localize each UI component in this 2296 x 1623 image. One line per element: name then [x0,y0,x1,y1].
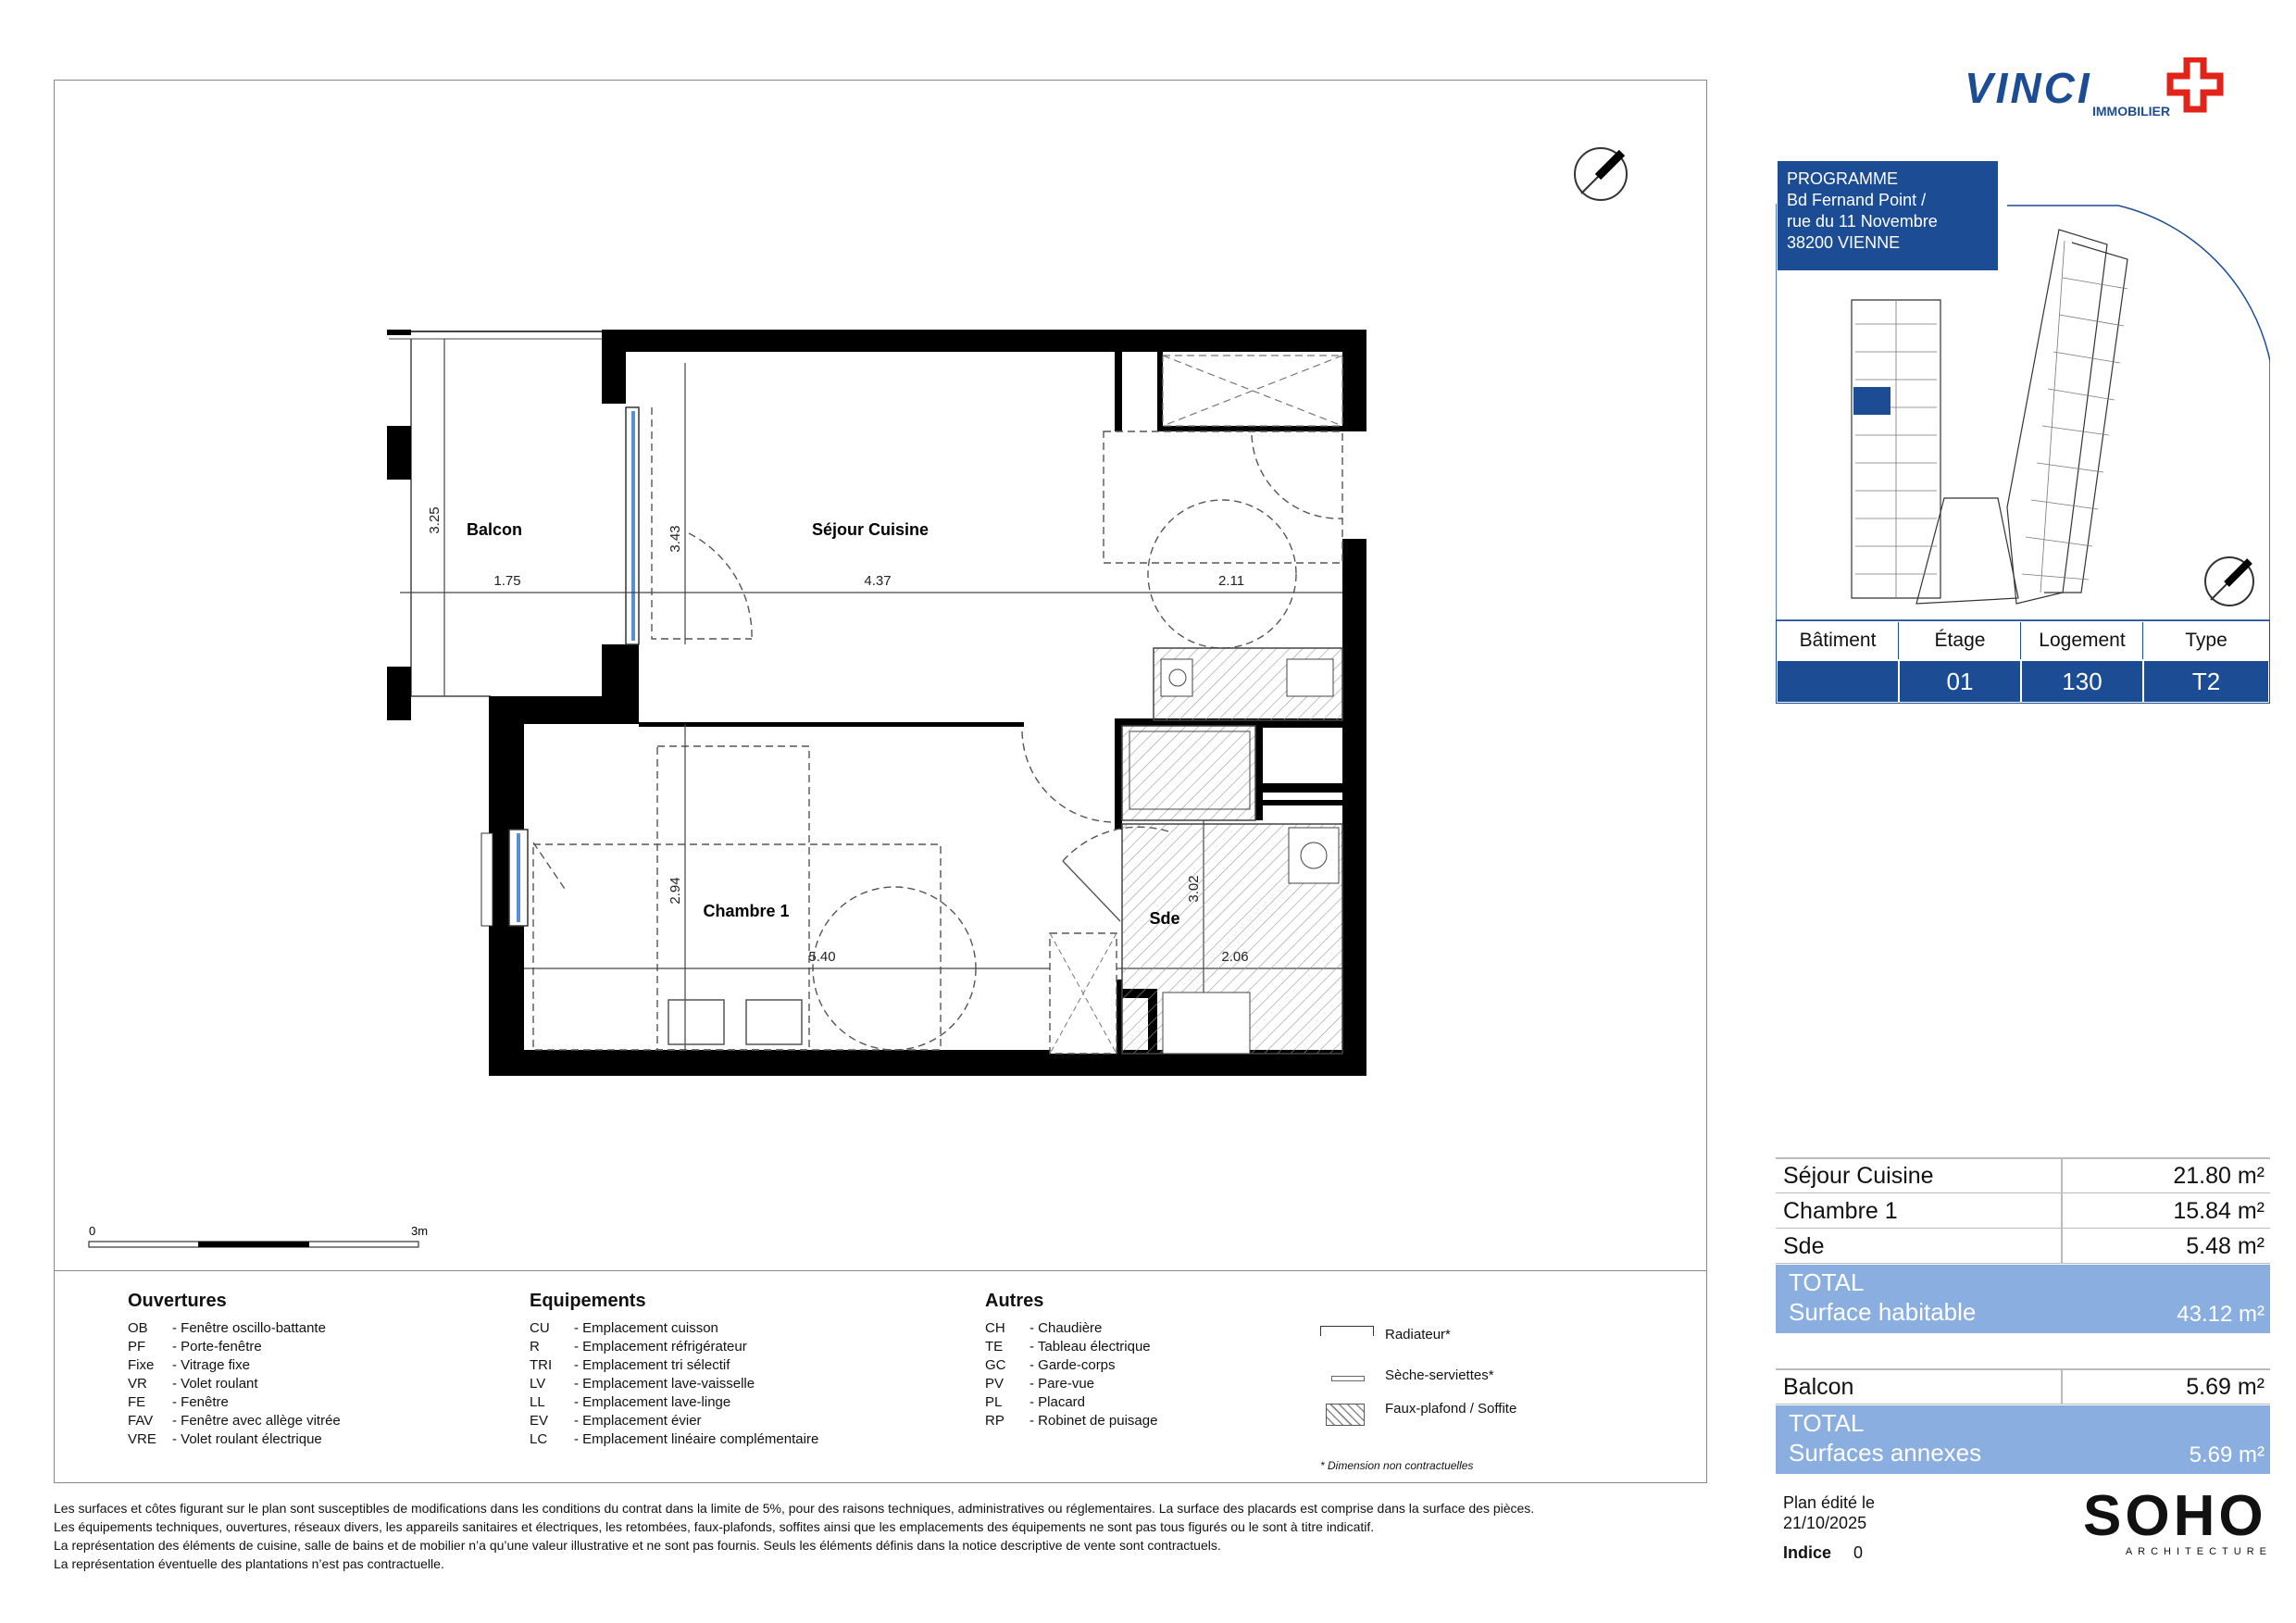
legend-radiateur: Radiateur* [1385,1327,1451,1342]
legend-item [530,1319,818,1338]
value-logement: 130 [2022,661,2143,702]
legend-item [530,1375,818,1393]
disclaimer-line: Les équipements techniques, ouvertures, réseaux divers, les appareils sanitaires et électriques, les retombées, faux-plafonds, soffites ainsi que les emplacements des équipements ne sont pas tous figurés ou le sont à titre indicatif. [54,1519,1375,1534]
legend-faux-plafond: Faux-plafond / Soffite [1385,1401,1517,1417]
legend-code: PF [128,1339,146,1355]
edition-info: Plan édité le 21/10/2025 Indice 0 [1783,1493,1876,1562]
scale-bar [89,1224,428,1247]
legend-code: FAV [128,1413,154,1429]
legend-desc: - Porte-fenêtre [172,1339,262,1355]
apartment-highlight [1853,387,1890,415]
header-etage: Étage [1900,622,2021,659]
legend-desc: - Tableau électrique [1029,1339,1151,1355]
key-plan [1776,204,2270,620]
legend-desc: - Emplacement lave-linge [574,1394,731,1410]
legend-ouvertures [128,1291,341,1449]
legend-item [530,1430,818,1449]
dimension-label: 2.11 [1217,573,1245,589]
header-logement: Logement [2022,622,2143,659]
legend-desc: - Fenêtre avec allège vitrée [172,1413,341,1429]
legend-item [985,1319,1157,1338]
svg-text:0: 0 [89,1224,96,1238]
room-label-chambre: Chambre 1 [703,902,790,920]
wardrobe-outline [1163,356,1342,426]
dimension-label: 3.43 [668,525,683,553]
legend-code: FE [128,1394,146,1410]
legend-code: RP [985,1413,1004,1429]
legend-item [985,1356,1157,1375]
room-label-sejour: Séjour Cuisine [811,520,930,539]
legend-desc: - Fenêtre oscillo-battante [172,1320,326,1336]
legend-code: OB [128,1320,148,1336]
surface-row: Balcon 5.69 m² [1776,1370,2270,1405]
legend-desc: - Chaudière [1029,1320,1103,1336]
legend-desc: - Emplacement cuisson [574,1320,718,1336]
legend-code: VRE [128,1431,156,1447]
legend-code: VR [128,1376,147,1392]
surface-row: Chambre 1 15.84 m² [1776,1194,2270,1229]
header-batiment: Bâtiment [1778,622,1899,659]
legend-item [128,1338,341,1356]
vinci-logo: VINCI IMMOBILIER [1965,57,2224,122]
legend-title: Ouvertures [128,1291,227,1311]
legend-item [530,1412,818,1430]
compass-icon [1575,148,1627,200]
hatch-icon [1326,1404,1365,1426]
legend-note: * Dimension non contractuelles [1320,1459,1474,1472]
disclaimer-line: La représentation éventuelle des plantations n’est pas contractuelle. [54,1556,444,1571]
legend-desc: - Emplacement évier [574,1413,702,1429]
legend-desc: - Emplacement linéaire complémentaire [574,1431,819,1447]
towel-dryer-icon [1331,1376,1365,1381]
dimension-label: 5.40 [808,949,836,965]
legend-desc: - Volet roulant électrique [172,1431,322,1447]
legend-item [128,1430,341,1449]
legend-title: Autres [985,1291,1044,1311]
legend-code: LC [530,1431,548,1447]
legend-desc: - Emplacement réfrigérateur [574,1339,747,1355]
disclaimer-line: La représentation des éléments de cuisine, salle de bains et de mobilier n’a qu’une valeur illustrative et ne sont pas fournis. Seuls les éléments définis dans la notice descriptive de vente sont contractuels. [54,1538,1221,1553]
legend-item [128,1412,341,1430]
legend-desc: - Placard [1029,1394,1086,1410]
legend-desc: - Vitrage fixe [172,1357,250,1373]
legend-code: EV [530,1413,549,1429]
dimension-label: 1.75 [493,573,521,589]
dimension-label: 3.02 [1186,875,1202,903]
disclaimer [54,1499,1720,1573]
kitchen-block [1154,648,1342,720]
legend-desc: - Fenêtre [172,1394,229,1410]
legend-desc: - Emplacement tri sélectif [574,1357,730,1373]
legend-desc: - Pare-vue [1029,1376,1095,1392]
bedside-table [668,1000,724,1044]
header-type: Type [2185,630,2227,651]
legend-code: CU [530,1320,550,1336]
value-etage: 01 [1900,661,2021,702]
vinci-cross-icon [2166,57,2226,117]
surface-row: Séjour Cuisine 21.80 m² [1776,1159,2270,1193]
legend-code: CH [985,1320,1005,1336]
room-label-balcon: Balcon [466,520,523,539]
legend-item [128,1356,341,1375]
bedside-table [746,1000,802,1044]
room-label-sde: Sde [1149,909,1180,928]
legend-code: PL [985,1394,1003,1410]
legend-code: TE [985,1339,1004,1355]
legend-code: LL [530,1394,545,1410]
legend-code: LV [530,1376,546,1392]
total-habitable: TOTAL Surface habitable 43.12 m² [1776,1265,2270,1333]
soho-logo: SOHO ARCHITECTURE [2083,1484,2272,1557]
legend-code: TRI [530,1357,553,1373]
legend-item [530,1356,818,1375]
legend-item [128,1319,341,1338]
legend-desc: - Garde-corps [1029,1357,1116,1373]
legend-seche: Sèche-serviettes* [1385,1367,1494,1383]
legend-item [985,1412,1157,1430]
svg-text:3m: 3m [411,1224,429,1238]
legend-code: GC [985,1357,1006,1373]
legend-item [530,1393,818,1412]
legend-code: PV [985,1376,1004,1392]
programme-box: PROGRAMME Bd Fernand Point / rue du 11 Novembre 38200 VIENNE [1778,161,1998,270]
legend-code: Fixe [128,1357,155,1373]
legend-desc: - Robinet de puisage [1029,1413,1158,1429]
total-annexes: TOTAL Surfaces annexes 5.69 m² [1776,1405,2270,1474]
legend-autres [985,1291,1157,1430]
dimension-label: 3.25 [427,506,443,534]
legend-item [128,1393,341,1412]
surface-row: Sde 5.48 m² [1776,1230,2270,1264]
disclaimer-line: Les surfaces et côtes figurant sur le plan sont susceptibles de modifications dans les conditions du contrat dans la limite de 5%, pour des raisons techniques, administratives ou réglementaires. La surface des placards est comprise dans la surface des pièces. [54,1501,1535,1516]
legend-equipements [530,1291,818,1449]
value-type: T2 [2144,661,2268,702]
legend-desc: - Emplacement lave-vaisselle [574,1376,755,1392]
legend-item [985,1338,1157,1356]
dimension-label: 2.06 [1221,949,1249,965]
legend-title: Equipements [530,1291,646,1311]
legend-desc: - Volet roulant [172,1376,258,1392]
value-batiment [1778,661,1899,702]
dimension-label: 4.37 [864,573,892,589]
legend-item [128,1375,341,1393]
radiator-icon [1320,1326,1374,1336]
legend-item [530,1338,818,1356]
legend-separator [54,1270,1707,1271]
legend-item [985,1393,1157,1412]
legend-item [985,1375,1157,1393]
dimension-label: 2.94 [668,877,683,905]
legend-code: R [530,1339,540,1355]
